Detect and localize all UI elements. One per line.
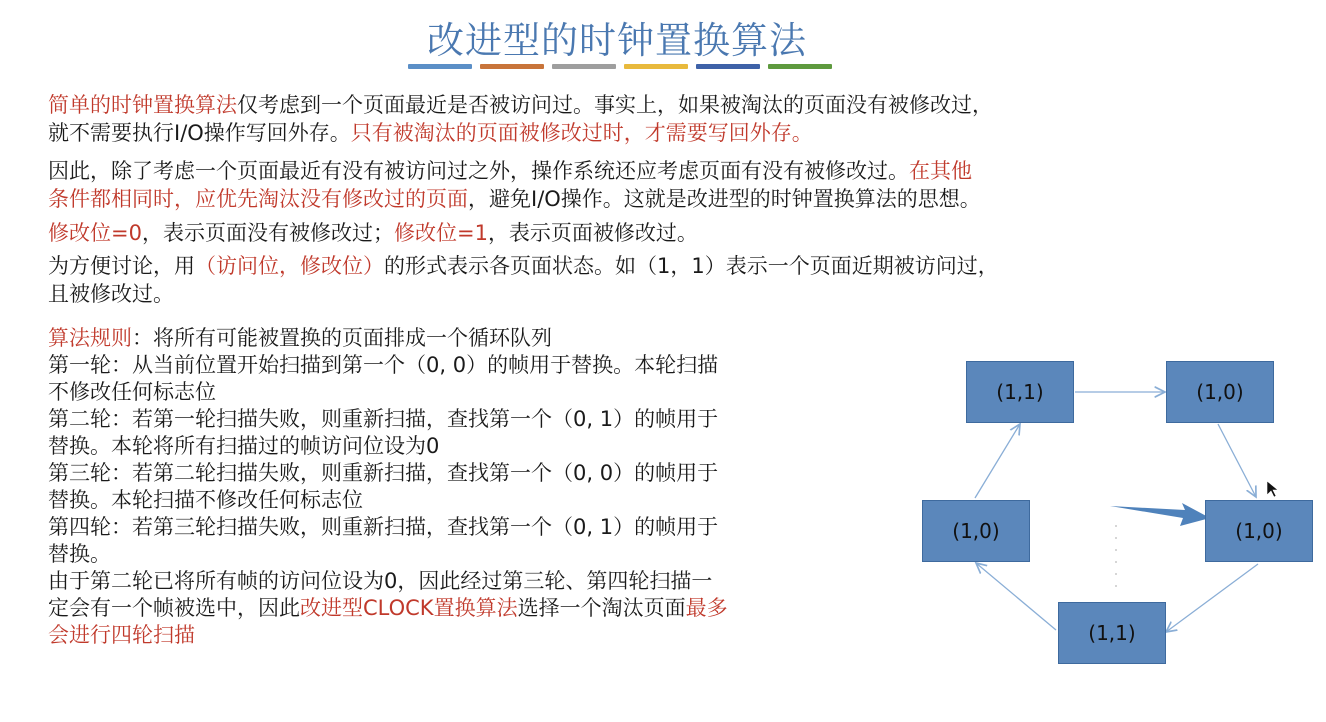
- rules-heading-label: 算法规则: [48, 326, 132, 350]
- rule-line: 第三轮：若第二轮扫描失败，则重新扫描，查找第一个（0, 0）的帧用于: [48, 461, 719, 485]
- conclusion-line: 会进行四轮扫描: [48, 623, 195, 647]
- conclusion-line: [48, 595, 728, 622]
- intro-line-5: [48, 220, 698, 247]
- underline-segment: [408, 64, 472, 69]
- text: 仅考虑到一个页面最近是否被访问过。事实上，如果被淘汰的页面没有被修改过，: [237, 93, 993, 117]
- text: 且被修改过。: [48, 282, 174, 306]
- rule-line: 第一轮：从当前位置开始扫描到第一个（0, 0）的帧用于替换。本轮扫描: [48, 353, 719, 377]
- conclusion-line: 由于第二轮已将所有帧的访问位设为0，因此经过第三轮、第四轮扫描一: [48, 569, 713, 593]
- modify-bit-1: 修改位=1: [393, 221, 488, 245]
- intro-line-1: [48, 92, 993, 119]
- intro-line-7: [48, 281, 174, 308]
- text: 因此，除了考虑一个页面最近有没有被访问过之外，操作系统还应考虑页面有没有被修改过。: [48, 159, 909, 183]
- cursor-icon: [1267, 481, 1278, 497]
- algorithm-rules: [48, 325, 728, 649]
- text: ，表示页面没有被修改过；: [141, 221, 394, 245]
- arrow: [1218, 424, 1256, 497]
- intro-line-6: [48, 253, 999, 280]
- rule-line: 替换。本轮将所有扫描过的帧访问位设为0: [48, 434, 440, 458]
- highlight-text: 在其他: [909, 159, 972, 183]
- page-title: 改进型的时钟置换算法: [427, 19, 807, 62]
- text: ：将所有可能被置换的页面排成一个循环队列: [132, 326, 552, 350]
- underline-segment: [696, 64, 760, 69]
- rule-line: 替换。本轮扫描不修改任何标志位: [48, 488, 363, 512]
- underline-segment: [624, 64, 688, 69]
- frame-box: (1,0): [1166, 361, 1274, 423]
- modify-bit-0: 修改位=0: [48, 221, 142, 245]
- rule-line: 替换。: [48, 542, 111, 566]
- arrow: [1166, 564, 1258, 632]
- text: 为方便讨论，用: [48, 254, 195, 278]
- underline-segment: [480, 64, 544, 69]
- highlight-text: （访问位，修改位）: [195, 254, 384, 278]
- intro-line-3: [48, 158, 972, 185]
- frame-box: (1,1): [966, 361, 1074, 423]
- frame-box: (1,0): [1205, 500, 1313, 562]
- rule-line: 不修改任何标志位: [48, 380, 216, 404]
- frame-box: (1,0): [922, 500, 1030, 562]
- simple-clock-term: 简单的时钟置换算法: [48, 93, 237, 117]
- rule-line: 第四轮：若第三轮扫描失败，则重新扫描，查找第一个（0, 1）的帧用于: [48, 515, 719, 539]
- pointer-arrow: [1110, 503, 1210, 526]
- underline-segment: [768, 64, 832, 69]
- intro-line-2: [48, 120, 813, 147]
- highlight-text: 改进型CLOCK置换算法: [300, 596, 518, 620]
- text: 的形式表示各页面状态。如（1，1）表示一个页面近期被访问过，: [384, 254, 999, 278]
- text: 就不需要执行I/O操作写回外存。: [48, 121, 351, 145]
- arrow: [976, 563, 1056, 630]
- text: ，避免I/O操作。这就是改进型的时钟置换算法的思想。: [468, 187, 981, 211]
- text: ，表示页面被修改过。: [487, 221, 698, 245]
- highlight-text: 条件都相同时，应优先淘汰没有修改过的页面: [48, 187, 468, 211]
- highlight-text: 最多: [685, 596, 728, 620]
- intro-line-4: [48, 186, 981, 213]
- arrow: [975, 424, 1020, 498]
- highlight-text: 只有被淘汰的页面被修改过时，才需要写回外存。: [350, 121, 813, 145]
- rules-heading: [48, 325, 728, 352]
- text: 选择一个淘汰页面: [517, 596, 686, 620]
- underline-segment: [552, 64, 616, 69]
- frame-box: (1,1): [1058, 602, 1166, 664]
- text: 定会有一个帧被选中，因此: [48, 596, 300, 620]
- rule-line: 第二轮：若第一轮扫描失败，则重新扫描，查找第一个（0, 1）的帧用于: [48, 407, 719, 431]
